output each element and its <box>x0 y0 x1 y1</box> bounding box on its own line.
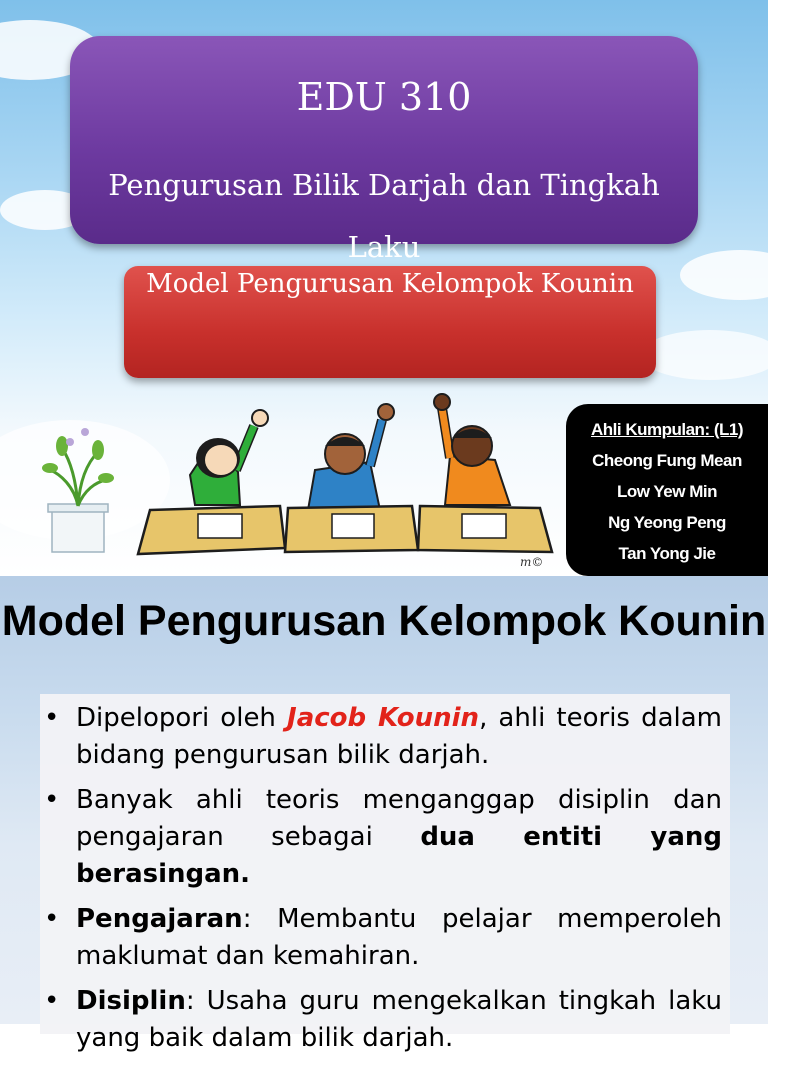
course-code: EDU 310 <box>296 75 472 119</box>
potted-plant-icon <box>42 428 114 552</box>
bullet-emphasis: dua entiti yang berasingan. <box>76 822 722 889</box>
group-members-box <box>566 404 768 576</box>
members-heading: Ahli Kumpulan: (L1) <box>591 420 743 439</box>
desk-icon <box>285 506 418 552</box>
student-green-figure <box>190 410 268 505</box>
bullet-text: , ahli teoris dalam bidang pengurusan bilik darjah. <box>76 703 722 770</box>
student-orange-figure <box>434 394 510 505</box>
member-name: Ng Yeong Peng <box>608 513 726 532</box>
bullet-icon: • <box>44 986 60 1016</box>
bullet-text: : Membantu pelajar memperoleh maklumat dan kemahiran. <box>76 904 722 971</box>
bullet-term: Pengajaran <box>76 904 243 934</box>
topic-box <box>124 266 656 378</box>
bullet-icon: • <box>44 904 60 934</box>
course-title: Pengurusan Bilik Darjah dan Tingkah Laku <box>108 168 660 264</box>
member-name: Tan Yong Jie <box>618 544 716 563</box>
bullet-text: Dipelopori oleh <box>76 703 288 733</box>
bullet-item <box>44 782 722 893</box>
topic-title: Model Pengurusan Kelompok Kounin <box>146 269 634 299</box>
bullet-text: Banyak ahli teoris menganggap disiplin dan pengajaran sebagai <box>76 785 722 852</box>
member-name: Cheong Fung Mean <box>592 451 742 470</box>
content-slide <box>0 576 768 1053</box>
desk-icon <box>418 506 552 552</box>
course-title-box <box>70 36 698 264</box>
bullet-icon: • <box>44 703 60 733</box>
bullet-item <box>44 901 722 975</box>
bullet-list <box>44 700 722 1065</box>
illustration-signature: m© <box>520 555 544 569</box>
bullet-item <box>44 700 722 774</box>
bullet-item <box>44 983 722 1057</box>
cloud <box>680 250 800 300</box>
bullet-text: : Usaha guru mengekalkan tingkah laku yang baik dalam bilik darjah. <box>76 986 722 1053</box>
bullet-icon: • <box>44 785 60 815</box>
student-blue-figure <box>308 404 394 510</box>
bullet-term: Disiplin <box>76 986 186 1016</box>
member-name: Low Yew Min <box>617 482 717 501</box>
desk-icon <box>138 506 285 554</box>
classroom-illustration <box>40 390 560 570</box>
cloud <box>640 330 780 380</box>
highlight-name: Jacob Kounin <box>287 703 480 733</box>
slide-title: Model Pengurusan Kelompok Kounin <box>1 597 767 645</box>
